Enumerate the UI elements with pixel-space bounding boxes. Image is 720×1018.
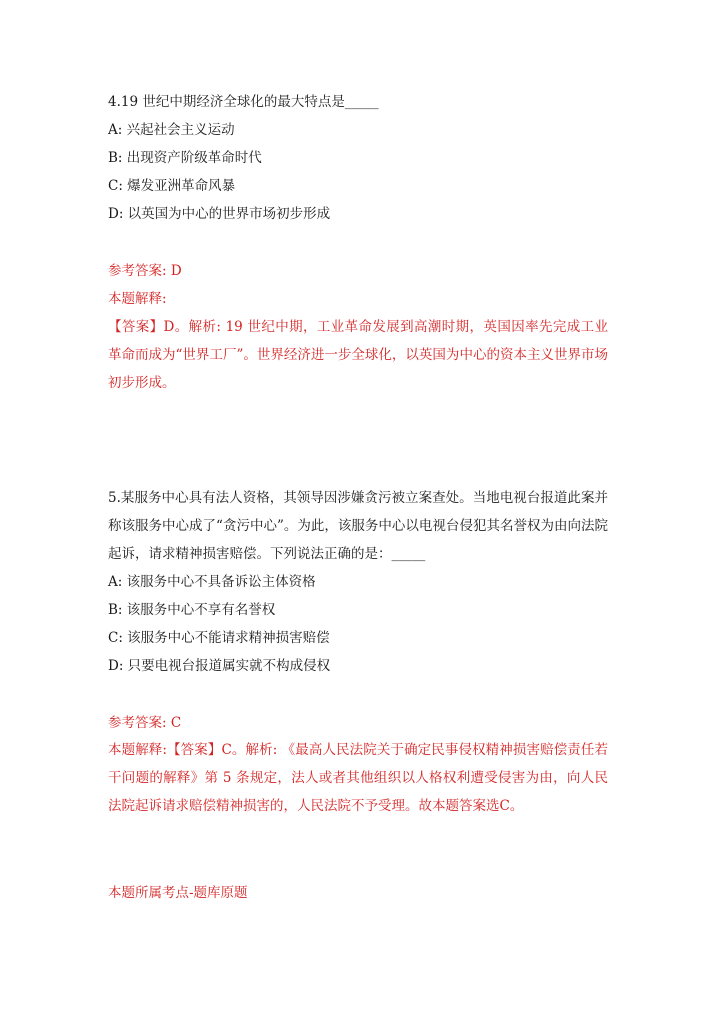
question-4-explanation-label: 本题解释: xyxy=(108,291,167,307)
question-4-stem: 4.19 世纪中期经济全球化的最大特点是_____ xyxy=(108,94,379,110)
question-4-option-d: D: 以英国为中心的世界市场初步形成 xyxy=(108,206,331,222)
question-4-option-b: B: 出现资产阶级革命时代 xyxy=(108,150,262,166)
question-4-explanation: 【答案】D。解析: 19 世纪中期，工业革命发展到高潮时期，英国因率先完成工业革命而成为“世界工厂”。世界经济进一步全球化，以英国为中心的资本主义世界市场初步形成。 xyxy=(108,319,608,391)
question-5-explanation: 本题解释:【答案】C。解析: 《最高人民法院关于确定民事侵权精神损害赔偿责任若干问题的解释》第 5 条规定，法人或者其他组织以人格权利遭受侵害为由，向人民法院起诉请求赔偿精神损害的，人民法院不予受理。故本题答案选C。 xyxy=(108,742,608,814)
question-5-stem: 5.某服务中心具有法人资格，其领导因涉嫌贪污被立案查处。当地电视台报道此案并称该服务中心成了“贪污中心”。为此，该服务中心以电视台侵犯其名誉权为由向法院起诉，请求精神损害赔偿。下列说法正确的是：_____ xyxy=(108,490,608,562)
question-4-option-c: C: 爆发亚洲革命风暴 xyxy=(108,178,236,194)
question-4-option-a: A: 兴起社会主义运动 xyxy=(108,122,235,138)
question-5-option-b: B: 该服务中心不享有名誉权 xyxy=(108,602,276,618)
question-5-option-d: D: 只要电视台报道属实就不构成侵权 xyxy=(108,658,331,674)
question-5-option-c: C: 该服务中心不能请求精神损害赔偿 xyxy=(108,630,330,646)
footer-topic-note: 本题所属考点-题库原题 xyxy=(108,885,248,901)
question-4-answer: 参考答案: D xyxy=(108,263,182,279)
question-5-option-a: A: 该服务中心不具备诉讼主体资格 xyxy=(108,574,316,590)
question-5-answer: 参考答案: C xyxy=(108,715,182,731)
